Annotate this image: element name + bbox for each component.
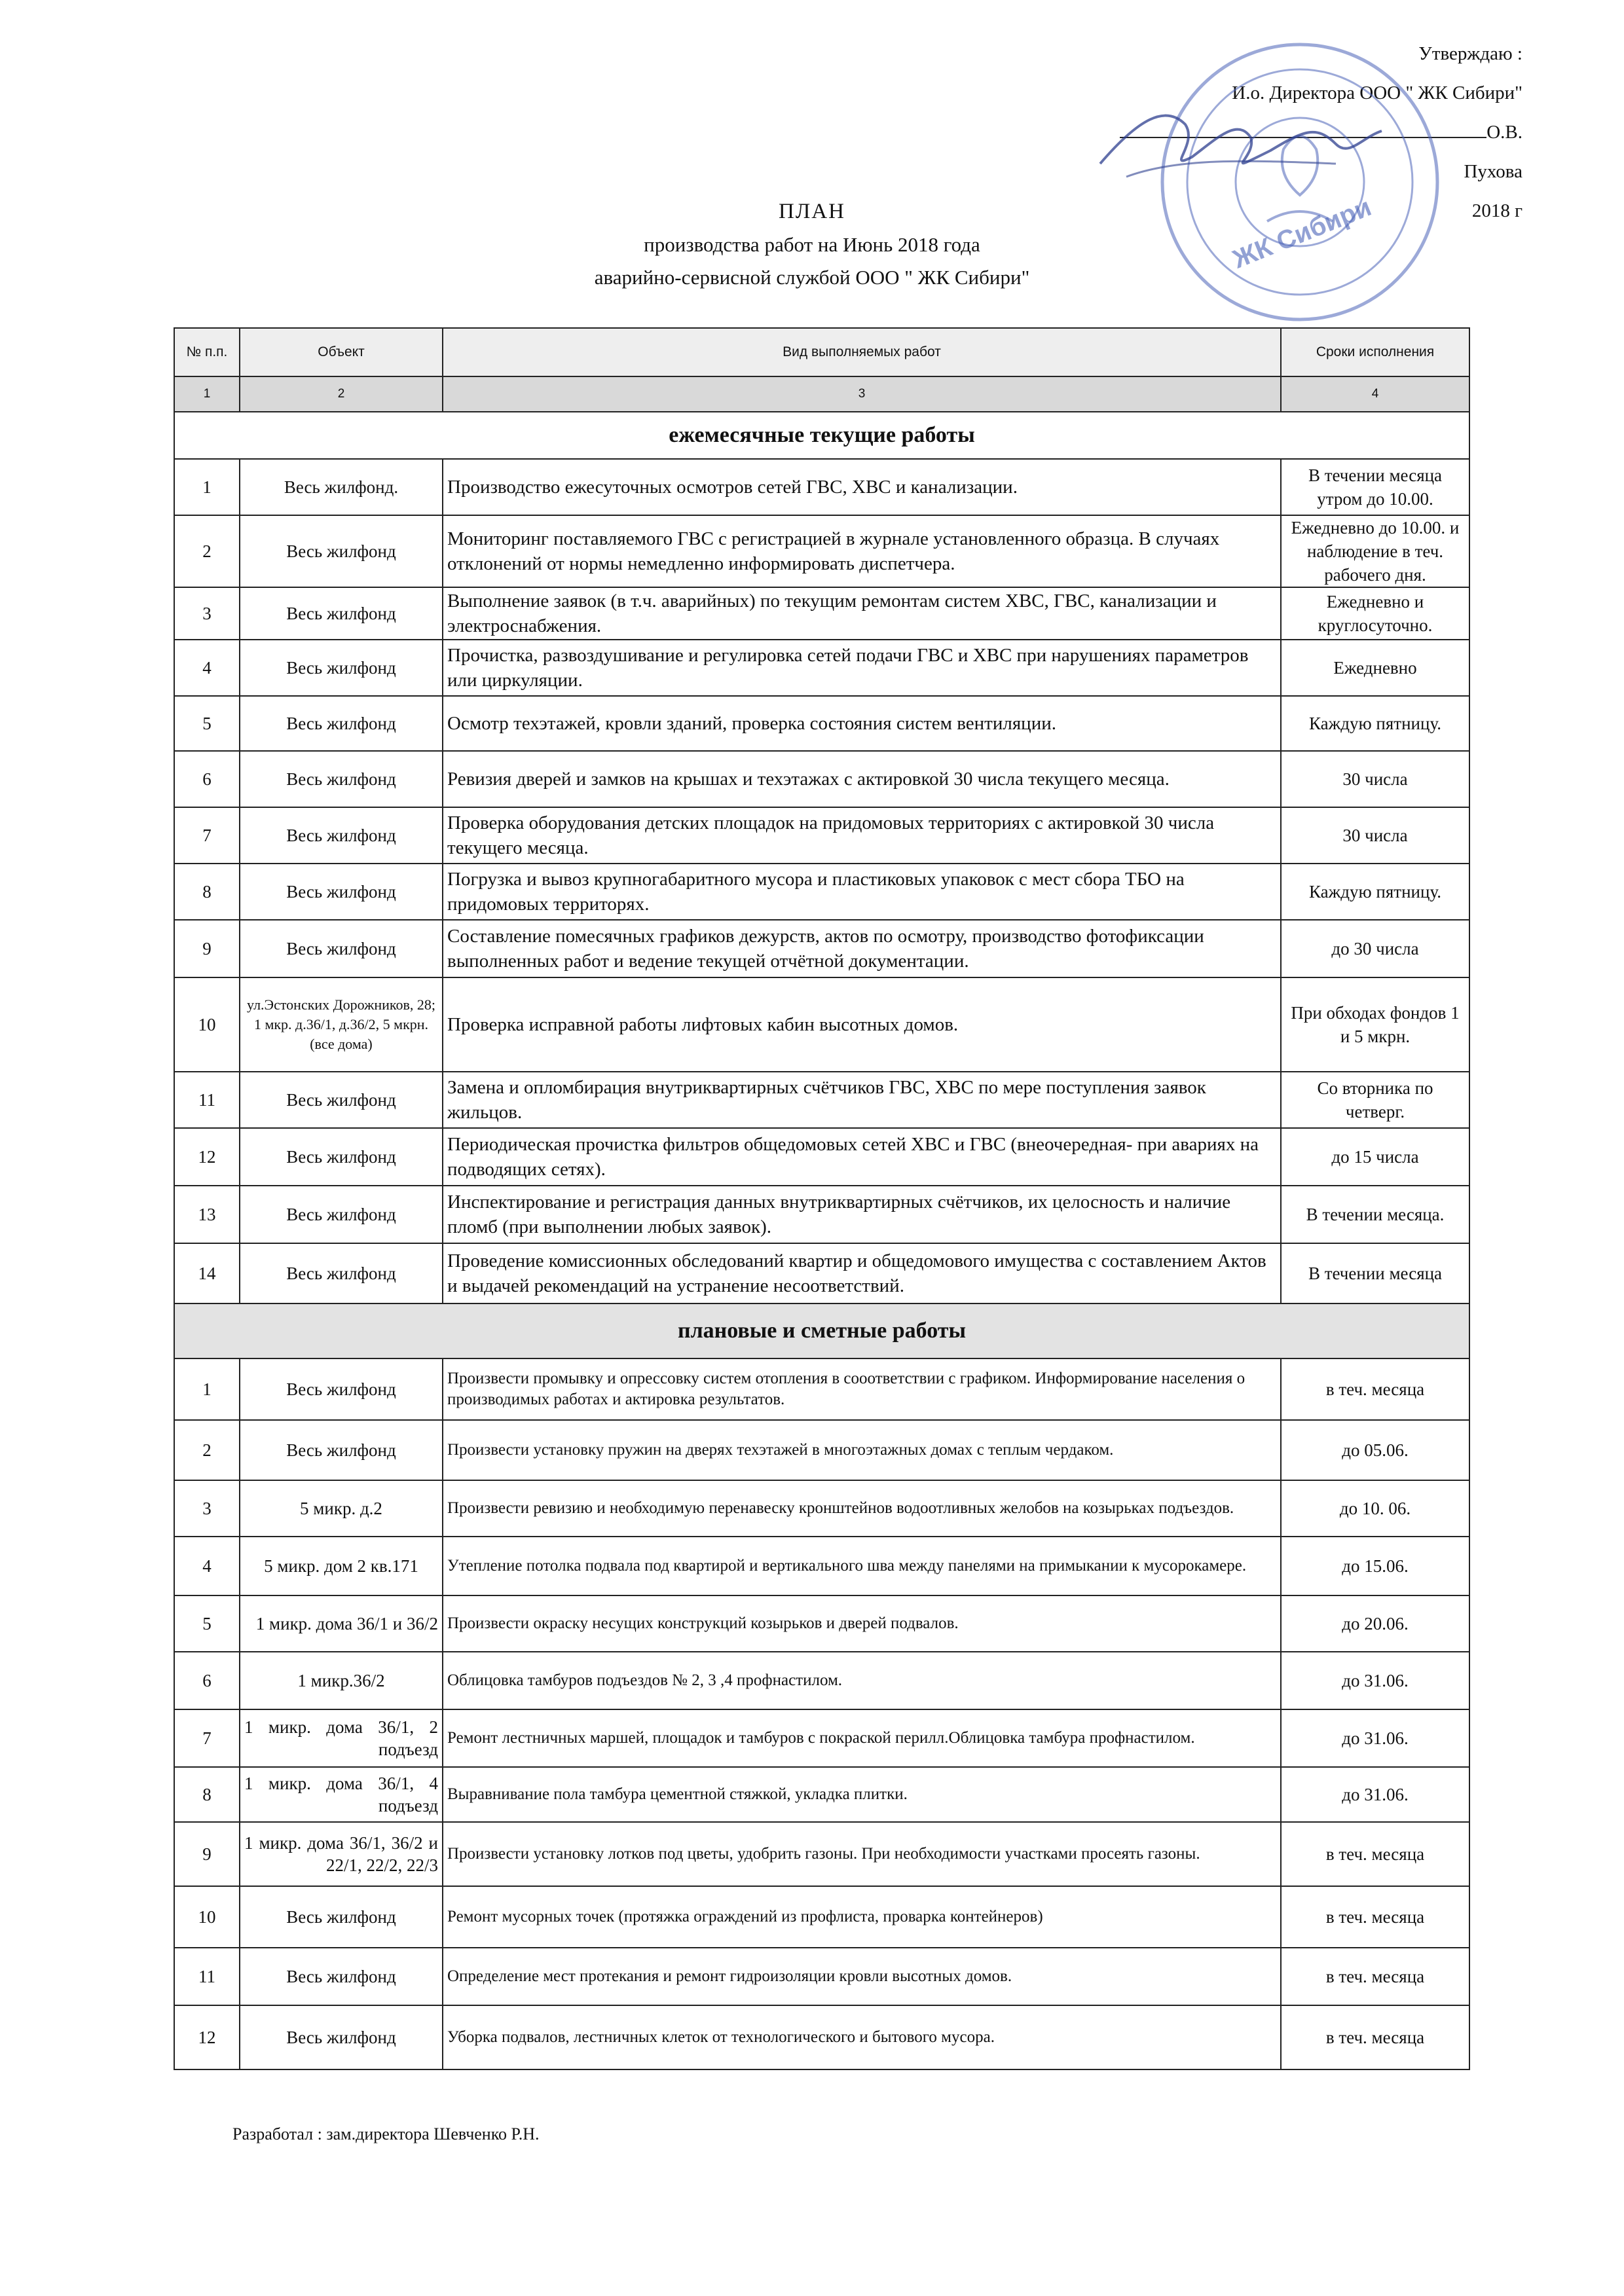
row-deadline: до 15.06. xyxy=(1281,1537,1469,1595)
row-number: 4 xyxy=(174,1537,240,1595)
row-object: Весь жилфонд xyxy=(240,807,443,864)
column-number: 3 xyxy=(443,376,1281,412)
row-object: Весь жилфонд xyxy=(240,640,443,696)
row-number: 11 xyxy=(174,1072,240,1128)
row-number: 9 xyxy=(174,1822,240,1886)
table-row xyxy=(174,1358,1469,1420)
row-work-description: Ремонт лестничных маршей, площадок и тамбуров с покраской перилл.Облицовка тамбура профнастилом. xyxy=(443,1709,1281,1767)
row-deadline: в теч. месяца xyxy=(1281,1886,1469,1948)
row-object: Весь жилфонд xyxy=(240,920,443,977)
column-number: 2 xyxy=(240,376,443,412)
row-deadline: Со вторника по четверг. xyxy=(1281,1072,1469,1128)
row-number: 10 xyxy=(174,1886,240,1948)
row-object: Весь жилфонд xyxy=(240,751,443,807)
row-number: 2 xyxy=(174,1420,240,1480)
table-row xyxy=(174,515,1469,587)
row-number: 8 xyxy=(174,1767,240,1822)
row-object: 5 микр. д.2 xyxy=(240,1480,443,1537)
row-number: 7 xyxy=(174,1709,240,1767)
row-number: 1 xyxy=(174,1358,240,1420)
row-deadline: до 05.06. xyxy=(1281,1420,1469,1480)
row-work-description: Составление помесячных графиков дежурств, актов по осмотру, производство фотофиксации выполненных работ и ведение текущей отчётной документации. xyxy=(443,920,1281,977)
column-header-work: Вид выполняемых работ xyxy=(443,328,1281,376)
section-monthly-header xyxy=(174,412,1469,459)
row-deadline: Каждую пятницу. xyxy=(1281,864,1469,920)
table-row xyxy=(174,640,1469,696)
table-row xyxy=(174,1767,1469,1822)
row-work-description: Произвести окраску несущих конструкций козырьков и дверей подвалов. xyxy=(443,1595,1281,1652)
section-title: ежемесячные текущие работы xyxy=(174,412,1469,459)
table-row xyxy=(174,459,1469,515)
row-number: 9 xyxy=(174,920,240,977)
table-row xyxy=(174,1948,1469,2005)
row-work-description: Ремонт мусорных точек (протяжка ограждений из профлиста, проварка контейнеров) xyxy=(443,1886,1281,1948)
table-row xyxy=(174,864,1469,920)
table-row xyxy=(174,1072,1469,1128)
row-deadline: В течении месяца. xyxy=(1281,1186,1469,1243)
row-work-description: Мониторинг поставляемого ГВС с регистрацией в журнале установленного образца. В случаях отклонений от нормы немедленно информировать диспетчера. xyxy=(443,515,1281,587)
row-work-description: Произвести установку лотков под цветы, удобрить газоны. При необходимости участками просеять газоны. xyxy=(443,1822,1281,1886)
section-planned-header xyxy=(174,1303,1469,1358)
row-deadline: в теч. месяца xyxy=(1281,2005,1469,2069)
row-work-description: Утепление потолка подвала под квартирой и вертикального шва между панелями на примыкании к мусорокамере. xyxy=(443,1537,1281,1595)
row-number: 1 xyxy=(174,459,240,515)
table-row xyxy=(174,1128,1469,1186)
row-object: Весь жилфонд xyxy=(240,864,443,920)
row-number: 3 xyxy=(174,1480,240,1537)
approval-line-position: И.о. Директора ООО " ЖК Сибири" xyxy=(1232,82,1522,103)
row-object: ул.Эстонских Дорожников, 28; 1 мкр. д.36/1, д.36/2, 5 мкрн.(все дома) xyxy=(240,977,443,1072)
row-object: Весь жилфонд xyxy=(240,1886,443,1948)
row-deadline: В течении месяца утром до 10.00. xyxy=(1281,459,1469,515)
row-object: Весь жилфонд xyxy=(240,1948,443,2005)
row-deadline: Ежедневно и круглосуточно. xyxy=(1281,587,1469,640)
row-object: 1 микр. дома 36/1, 4 подъезд xyxy=(240,1767,443,1822)
row-deadline: В течении месяца xyxy=(1281,1243,1469,1303)
approval-line-date: 2018 г xyxy=(1471,200,1522,221)
row-work-description: Замена и опломбирация внутриквартирных счётчиков ГВС, ХВС по мере поступления заявок жильцов. xyxy=(443,1072,1281,1128)
row-object: Весь жилфонд xyxy=(240,1420,443,1480)
table-row xyxy=(174,587,1469,640)
table-row xyxy=(174,1709,1469,1767)
row-number: 7 xyxy=(174,807,240,864)
row-number: 10 xyxy=(174,977,240,1072)
row-number: 12 xyxy=(174,1128,240,1186)
table-row xyxy=(174,1420,1469,1480)
row-work-description: Определение мест протекания и ремонт гидроизоляции кровли высотных домов. xyxy=(443,1948,1281,2005)
row-work-description: Инспектирование и регистрация данных внутриквартирных счётчиков, их целосность и наличие пломб (при выполнении любых заявок). xyxy=(443,1186,1281,1243)
row-number: 6 xyxy=(174,1652,240,1709)
table-row xyxy=(174,1537,1469,1595)
row-deadline: 30 числа xyxy=(1281,751,1469,807)
row-work-description: Проведение комиссионных обследований квартир и общедомового имущества с составлением Актов и выдачей рекомендаций на устранение несоответствий. xyxy=(443,1243,1281,1303)
row-deadline: в теч. месяца xyxy=(1281,1358,1469,1420)
row-deadline: Ежедневно xyxy=(1281,640,1469,696)
row-work-description: Прочистка, развоздушивание и регулировка сетей подачи ГВС и ХВС при нарушениях параметров или циркуляции. xyxy=(443,640,1281,696)
row-object: Весь жилфонд xyxy=(240,2005,443,2069)
row-number: 4 xyxy=(174,640,240,696)
row-number: 2 xyxy=(174,515,240,587)
row-work-description: Осмотр техэтажей, кровли зданий, проверка состояния систем вентиляции. xyxy=(443,696,1281,751)
row-deadline: до 30 числа xyxy=(1281,920,1469,977)
row-object: Весь жилфонд xyxy=(240,515,443,587)
row-number: 3 xyxy=(174,587,240,640)
column-number: 4 xyxy=(1281,376,1469,412)
row-object: 5 микр. дом 2 кв.171 xyxy=(240,1537,443,1595)
row-deadline: в теч. месяца xyxy=(1281,1948,1469,2005)
table-row xyxy=(174,1243,1469,1303)
column-header-number: № п.п. xyxy=(174,328,240,376)
work-plan-table xyxy=(174,327,1470,2070)
row-object: Весь жилфонд xyxy=(240,1186,443,1243)
table-header-row xyxy=(174,328,1469,376)
row-work-description: Погрузка и вывоз крупногабаритного мусора и пластиковых упаковок с мест сбора ТБО на придомовых территорях. xyxy=(443,864,1281,920)
row-object: 1 микр.36/2 xyxy=(240,1652,443,1709)
row-deadline: до 31.06. xyxy=(1281,1709,1469,1767)
table-row xyxy=(174,920,1469,977)
row-deadline: до 15 числа xyxy=(1281,1128,1469,1186)
table-row xyxy=(174,1595,1469,1652)
section-title: плановые и сметные работы xyxy=(174,1303,1469,1358)
row-object: Весь жилфонд xyxy=(240,1243,443,1303)
row-number: 6 xyxy=(174,751,240,807)
row-work-description: Ревизия дверей и замков на крышах и техэтажах с актировкой 30 числа текущего месяца. xyxy=(443,751,1281,807)
row-object: Весь жилфонд xyxy=(240,1128,443,1186)
author-note: Разработал : зам.директора Шевченко Р.Н. xyxy=(232,2124,540,2143)
approval-line-name: О.В. Пухова xyxy=(1064,113,1522,191)
row-work-description: Выравнивание пола тамбура цементной стяжкой, укладка плитки. xyxy=(443,1767,1281,1822)
table-row xyxy=(174,696,1469,751)
signature xyxy=(1087,79,1395,210)
row-number: 14 xyxy=(174,1243,240,1303)
row-object: 1 микр. дома 36/1 и 36/2 xyxy=(240,1595,443,1652)
row-work-description: Уборка подвалов, лестничных клеток от технологического и бытового мусора. xyxy=(443,2005,1281,2069)
page-subtitle-service: аварийно-сервисной службой ООО " ЖК Сибири" xyxy=(594,266,1030,289)
table-row xyxy=(174,1822,1469,1886)
stamp-text: ЖК Сибири xyxy=(1228,192,1376,274)
row-deadline: Каждую пятницу. xyxy=(1281,696,1469,751)
table-row xyxy=(174,2005,1469,2069)
row-work-description: Произвести промывку и опрессовку систем отопления в сооответствии с графиком. Информирование населения о производимых работах и актировка результатов. xyxy=(443,1358,1281,1420)
row-object: 1 микр. дома 36/1, 36/2 и 22/1, 22/2, 22/3 xyxy=(240,1822,443,1886)
row-number: 8 xyxy=(174,864,240,920)
table-row xyxy=(174,1186,1469,1243)
row-object: 1 микр. дома 36/1, 2 подъезд xyxy=(240,1709,443,1767)
approval-line-approve: Утверждаю : xyxy=(1418,43,1522,64)
row-work-description: Облицовка тамбуров подъездов № 2, 3 ,4 профнастилом. xyxy=(443,1652,1281,1709)
row-number: 5 xyxy=(174,1595,240,1652)
row-deadline: до 31.06. xyxy=(1281,1767,1469,1822)
row-number: 13 xyxy=(174,1186,240,1243)
row-number: 11 xyxy=(174,1948,240,2005)
row-deadline: до 20.06. xyxy=(1281,1595,1469,1652)
row-deadline: до 10. 06. xyxy=(1281,1480,1469,1537)
row-object: Весь жилфонд xyxy=(240,587,443,640)
row-object: Весь жилфонд. xyxy=(240,459,443,515)
row-deadline: до 31.06. xyxy=(1281,1652,1469,1709)
row-work-description: Проверка оборудования детских площадок на придомовых территориях с актировкой 30 числа текущего месяца. xyxy=(443,807,1281,864)
row-deadline: При обходах фондов 1 и 5 мкрн. xyxy=(1281,977,1469,1072)
table-row xyxy=(174,977,1469,1072)
column-header-term: Сроки исполнения xyxy=(1281,328,1469,376)
row-object: Весь жилфонд xyxy=(240,1358,443,1420)
row-work-description: Производство ежесуточных осмотров сетей ГВС, ХВС и канализации. xyxy=(443,459,1281,515)
row-object: Весь жилфонд xyxy=(240,1072,443,1128)
table-row xyxy=(174,1886,1469,1948)
page-title: ПЛАН xyxy=(779,200,845,223)
column-number: 1 xyxy=(174,376,240,412)
section-planned-rows xyxy=(174,1358,1469,2069)
column-number-row xyxy=(174,376,1469,412)
table-row xyxy=(174,1652,1469,1709)
row-work-description: Произвести ревизию и необходимую перенавеску кронштейнов водоотливных желобов на козырьках подъездов. xyxy=(443,1480,1281,1537)
row-work-description: Проверка исправной работы лифтовых кабин высотных домов. xyxy=(443,977,1281,1072)
section-monthly-rows xyxy=(174,459,1469,1303)
page-subtitle-period: производства работ на Июнь 2018 года xyxy=(644,233,980,256)
table-row xyxy=(174,1480,1469,1537)
table-row xyxy=(174,751,1469,807)
row-object: Весь жилфонд xyxy=(240,696,443,751)
row-work-description: Периодическая прочистка фильтров общедомовых сетей ХВС и ГВС (внеочередная- при авариях на подводящих сетях). xyxy=(443,1128,1281,1186)
row-number: 5 xyxy=(174,696,240,751)
row-deadline: 30 числа xyxy=(1281,807,1469,864)
row-deadline: в теч. месяца xyxy=(1281,1822,1469,1886)
row-work-description: Произвести установку пружин на дверях техэтажей в многоэтажных домах с теплым чердаком. xyxy=(443,1420,1281,1480)
row-work-description: Выполнение заявок (в т.ч. аварийных) по текущим ремонтам систем ХВС, ГВС, канализации и электроснабжения. xyxy=(443,587,1281,640)
table-row xyxy=(174,807,1469,864)
row-number: 12 xyxy=(174,2005,240,2069)
row-deadline: Ежедневно до 10.00. и наблюдение в теч. рабочего дня. xyxy=(1281,515,1469,587)
column-header-object: Объект xyxy=(240,328,443,376)
